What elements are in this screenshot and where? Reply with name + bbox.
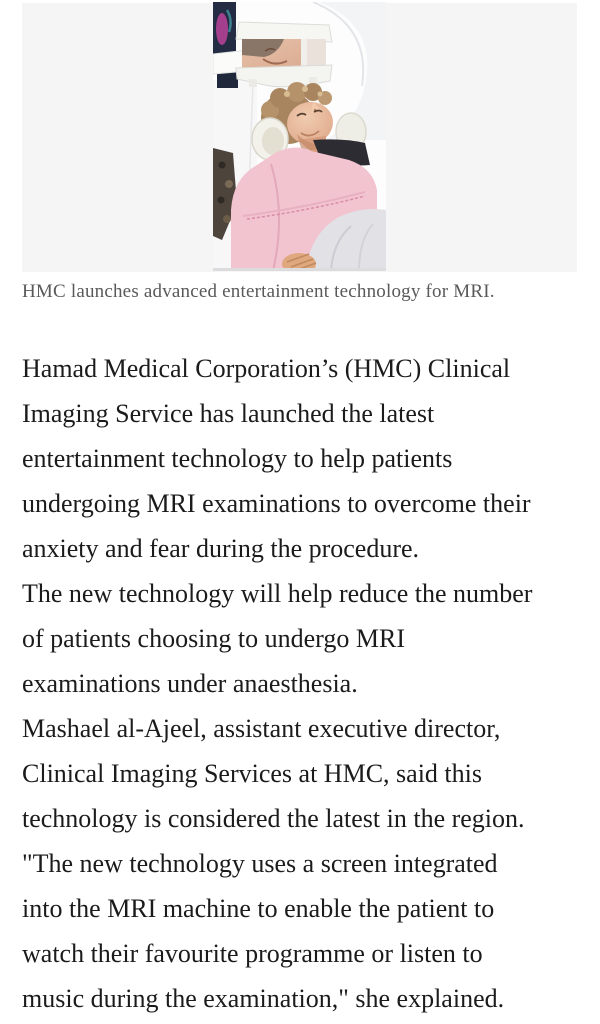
text-line: of patients choosing to undergo MRI [22, 624, 405, 653]
text-line: "The new technology uses a screen integrated [22, 849, 498, 878]
figure-caption: HMC launches advanced entertainment technology for MRI. [22, 281, 495, 302]
article-photo [213, 2, 386, 271]
text-line: Imaging Service has launched the latest [22, 399, 435, 428]
text-line: entertainment technology to help patients [22, 444, 453, 473]
text-line: undergoing MRI examinations to overcome their [22, 489, 531, 518]
text-line: music during the examination," she explained. [22, 984, 505, 1013]
text-line: into the MRI machine to enable the patient to [22, 894, 495, 923]
paragraph [22, 571, 578, 706]
text-line: watch their favourite programme or listen to [22, 939, 483, 968]
mirror-visor [236, 22, 332, 87]
article-body [22, 346, 578, 1021]
paragraph [22, 706, 578, 841]
article-figure [22, 3, 577, 272]
text-line: technology is considered the latest in the region. [22, 804, 525, 833]
text-line: anxiety and fear during the procedure. [22, 534, 420, 563]
text-line: Hamad Medical Corporation’s (HMC) Clinical [22, 354, 511, 383]
paragraph [22, 346, 578, 571]
text-line: Clinical Imaging Services at HMC, said this [22, 759, 482, 788]
text-line: examinations under anaesthesia. [22, 669, 358, 698]
text-line: The new technology will help reduce the number [22, 579, 533, 608]
text-line: Mashael al-Ajeel, assistant executive director, [22, 714, 501, 743]
paragraph [22, 841, 578, 1021]
mri-patient-photo-illustration [213, 2, 386, 271]
